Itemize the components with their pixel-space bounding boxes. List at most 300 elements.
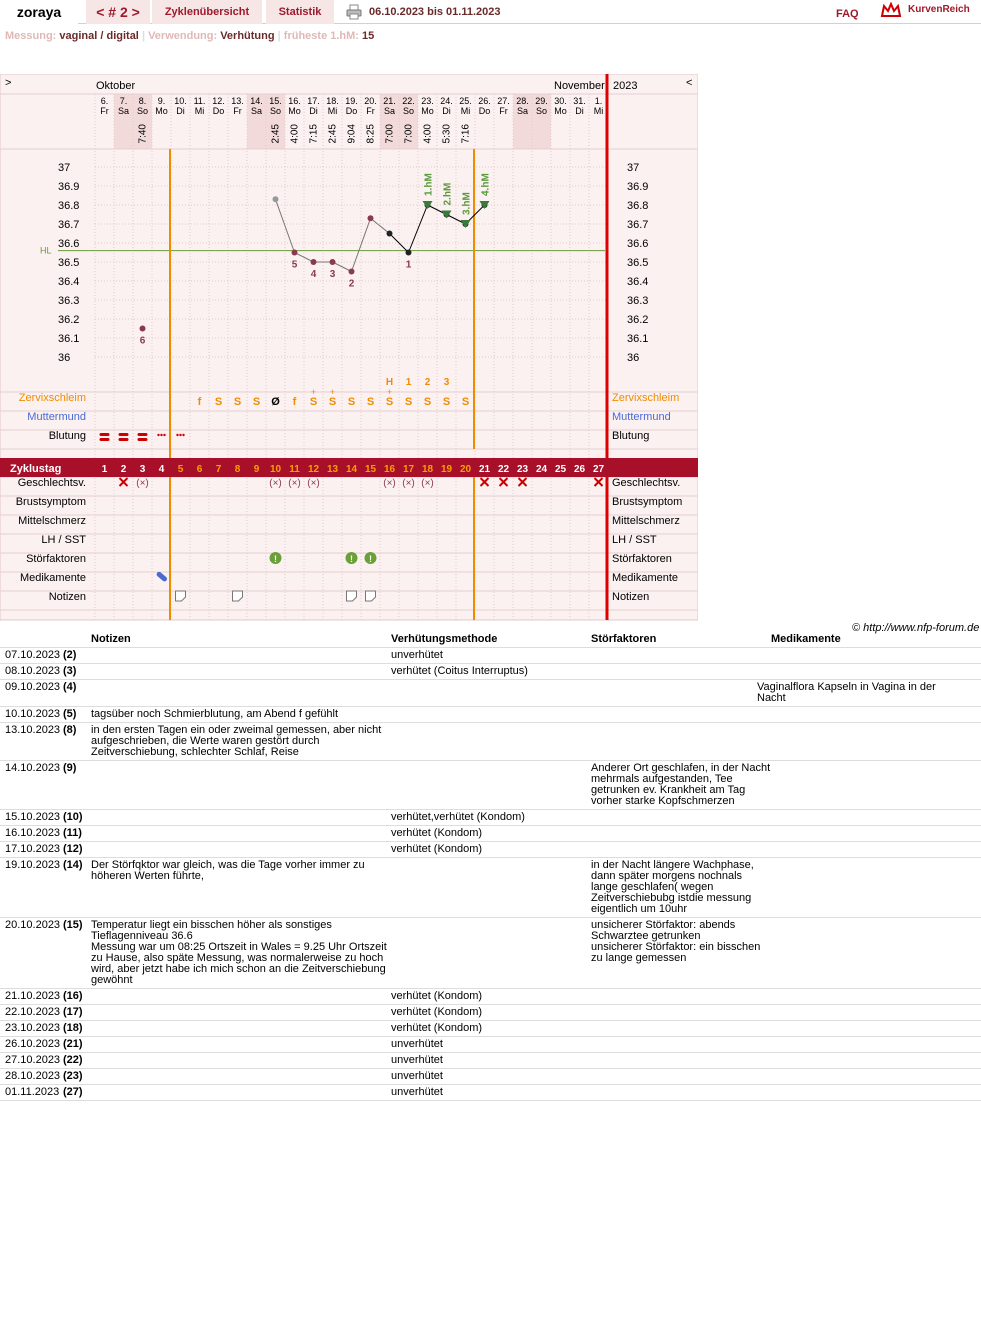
row-label-stoer: Störfaktoren [26, 553, 86, 565]
day-weekday: Di [309, 106, 318, 116]
cycle-day-number: 18 [421, 464, 434, 475]
row-cycleday: (15) [63, 918, 91, 989]
peak-label: 2 [424, 377, 431, 388]
row-date: 27.10.2023 [0, 1053, 63, 1069]
row-factor [591, 1053, 771, 1069]
row-cycleday: (21) [63, 1037, 91, 1053]
low-label: 6 [139, 335, 146, 347]
row-method: verhütet (Kondom) [391, 842, 591, 858]
row-med [757, 1069, 967, 1085]
row-cycleday: (4) [63, 680, 91, 707]
cycle-day-number: 10 [269, 464, 282, 475]
bleeding-heavy [100, 438, 110, 441]
bleeding-spotting [157, 434, 159, 436]
day-weekday: Sa [250, 106, 263, 116]
temp-tick-left: 37 [58, 162, 71, 174]
row-cycleday: (3) [63, 664, 91, 680]
low-label: 3 [329, 269, 336, 280]
row-method [391, 680, 591, 707]
bleeding-spotting [176, 434, 178, 436]
row-cycleday: (18) [63, 1021, 91, 1037]
printer-icon[interactable] [346, 4, 362, 20]
table-row [0, 707, 981, 723]
day-weekday: Fr [233, 106, 242, 116]
day-date: 24. [440, 96, 453, 106]
row-med [757, 842, 967, 858]
day-date: 15. [269, 96, 282, 106]
day-date: 29. [535, 96, 548, 106]
measure-time: 2:45 [327, 124, 339, 144]
temp-point [292, 250, 298, 256]
mucus-symbol: S [328, 396, 337, 408]
col-meds: Medikamente [771, 633, 981, 648]
day-date: 30. [554, 96, 567, 106]
day-weekday: Sa [516, 106, 529, 116]
table-row [0, 680, 981, 707]
intercourse-protected: (×) [269, 478, 282, 489]
date-range: 06.10.2023 bis 01.11.2023 [369, 6, 501, 18]
day-weekday: Mo [421, 106, 434, 116]
row-label-zervix: Zervixschleim [18, 392, 86, 404]
measure-time: 7:40 [137, 124, 149, 144]
day-weekday: Mi [194, 106, 205, 116]
row-note [91, 826, 391, 842]
cycle-day-number: 21 [478, 464, 491, 475]
day-weekday: Di [575, 106, 584, 116]
temp-tick-right: 36.2 [627, 314, 649, 326]
row-note [91, 761, 391, 810]
high-label: 3.hM [461, 192, 473, 215]
row-label-brust: Brustsymptom [15, 496, 86, 508]
temp-point [368, 215, 374, 221]
earliest-label: früheste 1.hM: [283, 30, 359, 42]
row-date: 13.10.2023 [0, 723, 63, 761]
faq-link[interactable]: FAQ [836, 8, 859, 20]
cycle-day-number: 23 [516, 464, 529, 475]
crown-icon [880, 2, 902, 18]
cycle-day-number: 9 [253, 464, 260, 475]
row-factor: Anderer Ort geschlafen, in der Nacht mehrmals aufgestanden, Tee getrunken ev. Krankheit am Tag vorher starke Kopfschmerzen [591, 761, 771, 810]
row-label-mittel: Mittelschmerz [18, 515, 86, 527]
tab-overview[interactable]: Zyklenübersicht [152, 0, 262, 24]
disturbance-glyph: ! [350, 554, 353, 564]
row-label-right-blut: Blutung [612, 430, 650, 442]
row-method [391, 723, 591, 761]
row-factor [591, 707, 771, 723]
low-label: 1 [405, 259, 412, 271]
username-tab[interactable]: zoraya [0, 0, 78, 24]
cycle-day-number: 17 [402, 464, 415, 475]
row-note [91, 1069, 391, 1085]
day-weekday: So [136, 106, 149, 116]
bleeding-spotting [182, 434, 184, 436]
cycle-day-number: 15 [364, 464, 377, 475]
temp-point [311, 259, 317, 265]
day-weekday: Fr [366, 106, 375, 116]
cycle-day-number: 24 [535, 464, 548, 475]
row-date: 16.10.2023 [0, 826, 63, 842]
row-med [757, 858, 967, 918]
month-november: November [554, 80, 605, 92]
row-label-notiz: Notizen [48, 591, 86, 603]
temp-point [349, 269, 355, 275]
row-factor [591, 842, 771, 858]
intercourse-protected: (×) [402, 478, 415, 489]
row-note [91, 1085, 391, 1101]
row-date: 07.10.2023 [0, 648, 63, 664]
row-label-right-medi: Medikamente [612, 572, 679, 584]
row-factor [591, 648, 771, 664]
row-med [757, 761, 967, 810]
temp-point [387, 231, 393, 237]
row-label-right-zervix: Zervixschleim [612, 392, 680, 404]
mucus-plus: + [386, 387, 393, 397]
day-weekday: Do [478, 106, 491, 116]
cycle-chart [0, 74, 698, 622]
day-weekday: Mi [593, 106, 604, 116]
day-weekday: Mo [554, 106, 567, 116]
row-med [757, 648, 967, 664]
temp-tick-left: 36.1 [58, 333, 80, 345]
cycle-day-number: 1 [101, 464, 108, 475]
temp-tick-left: 36.4 [58, 276, 80, 288]
temp-tick-right: 36.4 [627, 276, 649, 288]
day-date: 18. [326, 96, 339, 106]
row-label-right-gv: Geschlechtsv. [612, 477, 681, 489]
day-date: 31. [573, 96, 586, 106]
row-cycleday: (10) [63, 810, 91, 826]
measure-time: 4:00 [289, 124, 301, 144]
temp-tick-right: 36.8 [627, 200, 649, 212]
row-med [757, 1085, 967, 1101]
temp-tick-right: 36.9 [627, 181, 649, 193]
bleeding-heavy [119, 438, 129, 441]
high-label: 4.hM [480, 173, 492, 196]
day-weekday: So [402, 106, 415, 116]
row-date: 15.10.2023 [0, 810, 63, 826]
row-note [91, 810, 391, 826]
row-factor [591, 1021, 771, 1037]
row-factor [591, 1069, 771, 1085]
row-note [91, 842, 391, 858]
low-label: 4 [310, 269, 317, 280]
table-row [0, 918, 981, 989]
day-weekday: Mo [155, 106, 168, 116]
day-date: 14. [250, 96, 263, 106]
row-cycleday: (14) [63, 858, 91, 918]
table-row [0, 723, 981, 761]
table-row [0, 842, 981, 858]
month-october: Oktober [96, 80, 136, 92]
measure-time: 2:45 [270, 124, 282, 144]
row-date: 08.10.2023 [0, 664, 63, 680]
tab-statistics[interactable]: Statistik [266, 0, 334, 24]
mucus-symbol: f [197, 396, 202, 408]
cycle-day-number: 12 [307, 464, 320, 475]
row-med [757, 723, 967, 761]
temp-tick-right: 36.3 [627, 295, 649, 307]
measurement-value: vaginal / digital [59, 30, 139, 42]
row-note [91, 1053, 391, 1069]
earliest-value: 15 [362, 30, 375, 42]
day-weekday: So [535, 106, 548, 116]
table-row [0, 1005, 981, 1021]
mucus-symbol: Ø [271, 396, 280, 408]
day-weekday: Di [442, 106, 451, 116]
high-label: 2.hM [442, 182, 454, 206]
row-method: verhütet (Kondom) [391, 1021, 591, 1037]
table-row [0, 810, 981, 826]
day-weekday: Sa [383, 106, 396, 116]
day-weekday: So [269, 106, 282, 116]
high-label: 1.hM [423, 173, 435, 196]
bleeding-heavy [100, 433, 110, 436]
table-row [0, 1085, 981, 1101]
row-label-right-lh: LH / SST [612, 534, 657, 546]
mucus-symbol: S [461, 396, 470, 408]
settings-line: Messung: vaginal / digital | Verwendung: Verhütung | früheste 1.hM: 15 [5, 30, 375, 42]
table-row [0, 648, 981, 664]
measure-time: 7:15 [308, 124, 320, 144]
row-date: 26.10.2023 [0, 1037, 63, 1053]
row-label-right-mm: Muttermund [612, 411, 671, 423]
bleeding-spotting [163, 434, 165, 436]
row-label-mm: Muttermund [27, 411, 86, 423]
row-cycleday: (22) [63, 1053, 91, 1069]
row-method [391, 858, 591, 918]
row-factor [591, 1037, 771, 1053]
row-date: 28.10.2023 [0, 1069, 63, 1085]
usage-value: Verhütung [220, 30, 275, 42]
row-label-right-brust: Brustsymptom [612, 496, 683, 508]
row-med [757, 810, 967, 826]
measure-time: 7:00 [384, 124, 396, 144]
row-med [757, 1053, 967, 1069]
row-method: verhütet (Kondom) [391, 826, 591, 842]
cycle-day-number: 25 [554, 464, 567, 475]
temp-point [273, 196, 279, 202]
cycle-day-number: 4 [158, 464, 165, 475]
day-date: 22. [402, 96, 415, 106]
row-note [91, 664, 391, 680]
day-weekday: Fr [100, 106, 109, 116]
temp-point [406, 250, 412, 256]
cycle-day-number: 26 [573, 464, 586, 475]
intercourse-protected: (×) [307, 478, 320, 489]
temp-tick-left: 36.6 [58, 238, 80, 250]
brand-logo[interactable]: KurvenReich [908, 4, 970, 15]
row-date: 01.11.2023 [0, 1085, 63, 1101]
row-date: 09.10.2023 [0, 680, 63, 707]
row-factor [591, 680, 771, 707]
mucus-plus: + [329, 387, 336, 397]
cycle-day-number: 19 [440, 464, 453, 475]
day-weekday: Mo [288, 106, 301, 116]
row-cycleday: (9) [63, 761, 91, 810]
measure-time: 7:00 [403, 124, 415, 144]
row-method: verhütet (Coitus Interruptus) [391, 664, 591, 680]
mucus-symbol: S [423, 396, 432, 408]
day-date: 20. [364, 96, 377, 106]
day-date: 10. [174, 96, 187, 106]
row-note: in den ersten Tagen ein oder zweimal gemessen, aber nicht aufgeschrieben, die Werte waren gestört durch Zeitverschiebung, schlechter Schlaf, Reise [91, 723, 391, 761]
temp-tick-right: 36.6 [627, 238, 649, 250]
cycle-day-number: 5 [177, 464, 184, 475]
row-med [757, 707, 967, 723]
cycle-day-number: 14 [345, 464, 358, 475]
temp-tick-left: 36.9 [58, 181, 80, 193]
temp-tick-right: 36.7 [627, 219, 649, 231]
usage-label: Verwendung: [148, 30, 218, 42]
row-cycleday: (11) [63, 826, 91, 842]
temp-tick-right: 37 [627, 162, 640, 174]
cycle-day-number: 22 [497, 464, 510, 475]
temp-tick-right: 36 [627, 352, 640, 364]
row-cycleday: (2) [63, 648, 91, 664]
table-row [0, 1053, 981, 1069]
measure-time: 9:04 [346, 124, 358, 144]
low-label: 2 [348, 278, 355, 290]
temp-point [140, 326, 146, 332]
row-date: 14.10.2023 [0, 761, 63, 810]
row-date: 17.10.2023 [0, 842, 63, 858]
day-date: 17. [307, 96, 320, 106]
row-med [757, 1005, 967, 1021]
table-row [0, 1037, 981, 1053]
measure-time: 8:25 [365, 124, 377, 144]
chart-panel [0, 74, 698, 620]
mucus-symbol: f [292, 396, 297, 408]
mucus-symbol: S [442, 396, 451, 408]
cycle-day-number: 2 [120, 464, 127, 475]
cycle-nav[interactable]: < # 2 > [86, 0, 150, 24]
cycle-day-number: 3 [139, 464, 146, 475]
temp-tick-left: 36.8 [58, 200, 80, 212]
day-date: 1. [594, 96, 603, 106]
row-label-blut: Blutung [48, 430, 86, 442]
col-factors: Störfaktoren [591, 633, 771, 648]
row-med: Vaginalflora Kapseln in Vagina in der Nacht [757, 680, 967, 707]
temp-tick-left: 36.3 [58, 295, 80, 307]
row-date: 21.10.2023 [0, 989, 63, 1005]
table-row [0, 761, 981, 810]
row-method [391, 918, 591, 989]
row-factor [591, 1085, 771, 1101]
row-date: 19.10.2023 [0, 858, 63, 918]
row-note [91, 1021, 391, 1037]
row-med [757, 1021, 967, 1037]
day-weekday: Do [212, 106, 225, 116]
row-method: verhütet (Kondom) [391, 1005, 591, 1021]
day-date: 26. [478, 96, 491, 106]
row-method [391, 761, 591, 810]
row-med [757, 918, 967, 989]
cycle-day-number: 8 [234, 464, 241, 475]
row-cycleday: (8) [63, 723, 91, 761]
row-factor [591, 723, 771, 761]
row-method: unverhütet [391, 1069, 591, 1085]
copyright: © http://www.nfp-forum.de [852, 622, 980, 634]
row-label-medi: Medikamente [19, 572, 86, 584]
row-cycleday: (16) [63, 989, 91, 1005]
day-date: 7. [119, 96, 128, 106]
temp-tick-left: 36.2 [58, 314, 80, 326]
day-weekday: Fr [499, 106, 508, 116]
day-weekday: Mi [460, 106, 471, 116]
cycle-day-number: 11 [289, 464, 300, 475]
mucus-symbol: S [252, 396, 261, 408]
row-note: Der Störfqktor war gleich, was die Tage vorher immer zu höheren Werten führte, [91, 858, 391, 918]
row-date: 23.10.2023 [0, 1021, 63, 1037]
row-note [91, 989, 391, 1005]
row-med [757, 989, 967, 1005]
disturbance-glyph: ! [274, 554, 277, 564]
row-cycleday: (23) [63, 1069, 91, 1085]
intercourse-protected: (×) [288, 478, 301, 489]
cycle-day-number: 13 [326, 464, 339, 475]
intercourse-protected: (×) [136, 478, 149, 489]
mucus-symbol: S [233, 396, 242, 408]
day-weekday: Mi [327, 106, 338, 116]
peak-label: 1 [405, 377, 412, 388]
row-factor: in der Nacht längere Wachphase, dann später morgens nochnals lange geschlafen( wegen Zeitverschiebubg istdie messung eigentlich um 10uhr [591, 858, 771, 918]
row-method: unverhütet [391, 1037, 591, 1053]
row-cycleday: (5) [63, 707, 91, 723]
mucus-symbol: S [309, 396, 318, 408]
table-row [0, 1021, 981, 1037]
day-date: 21. [383, 96, 396, 106]
day-weekday: Di [176, 106, 185, 116]
row-label-right-stoer: Störfaktoren [612, 553, 672, 565]
notes-table [0, 633, 981, 1101]
low-label: 5 [291, 259, 298, 271]
row-method [391, 707, 591, 723]
day-date: 27. [497, 96, 510, 106]
top-bar [0, 0, 981, 24]
row-cycleday: (27) [63, 1085, 91, 1101]
table-row [0, 858, 981, 918]
table-row [0, 1069, 981, 1085]
row-factor: unsicherer Störfaktor: abends Schwarztee getrunken unsicherer Störfaktor: ein bisschen zu lange gemessen [591, 918, 771, 989]
bleeding-heavy [119, 433, 129, 436]
row-note [91, 1005, 391, 1021]
day-date: 12. [212, 96, 225, 106]
temp-point [330, 259, 336, 265]
day-weekday: Do [345, 106, 358, 116]
day-date: 23. [421, 96, 434, 106]
row-note [91, 1037, 391, 1053]
temp-tick-right: 36.1 [627, 333, 649, 345]
row-note: Temperatur liegt ein bisschen höher als sonstiges Tieflagenniveau 36.6 Messung war um 08:25 Ortszeit in Wales = 9.25 Uhr Ortszeit zu Hause, also späte Messung, was normalerweise zu hoch wird, aber jetzt habe ich mich schon an die Zeitverschiebung gewöhnt [91, 918, 391, 989]
day-weekday: Sa [117, 106, 130, 116]
intercourse-protected: (×) [421, 478, 434, 489]
table-row [0, 989, 981, 1005]
row-cycleday: (12) [63, 842, 91, 858]
day-date: 11. [193, 96, 206, 106]
cycle-day-number: 6 [196, 464, 203, 475]
day-date: 8. [138, 96, 147, 106]
row-method: unverhütet [391, 1053, 591, 1069]
mucus-symbol: S [385, 396, 394, 408]
cycle-day-number: 27 [592, 464, 605, 475]
row-method: verhütet (Kondom) [391, 989, 591, 1005]
row-date: 22.10.2023 [0, 1005, 63, 1021]
peak-label: 3 [443, 377, 450, 388]
measurement-label: Messung: [5, 30, 57, 42]
day-date: 13. [231, 96, 244, 106]
row-label-lh: LH / SST [41, 534, 86, 546]
row-date: 20.10.2023 [0, 918, 63, 989]
